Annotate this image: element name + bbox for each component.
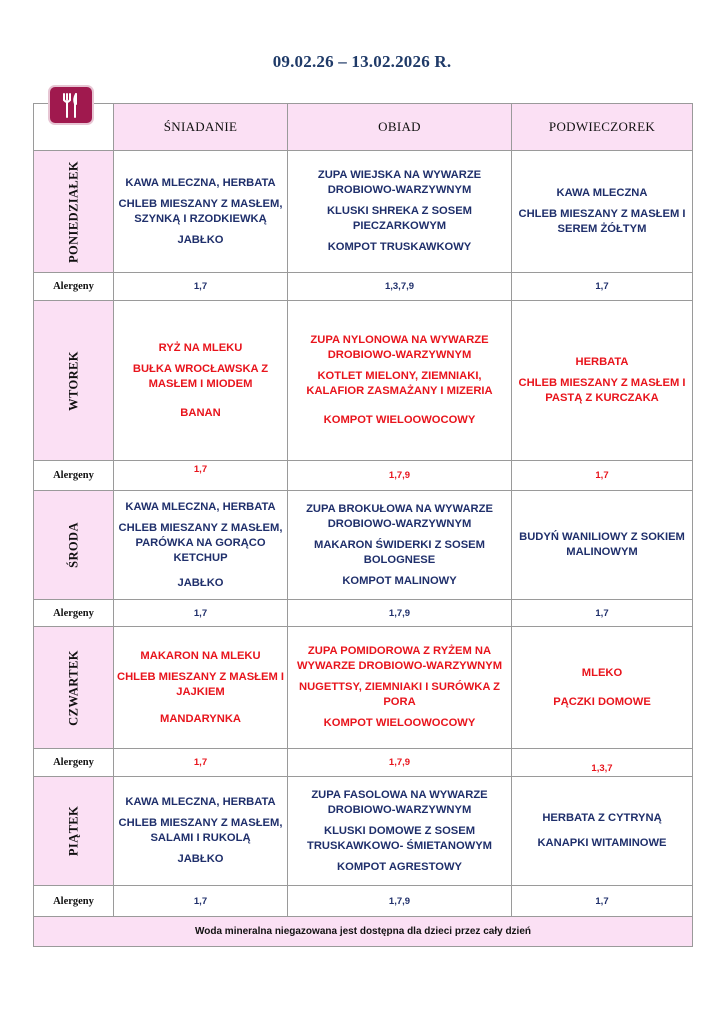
menu-item: HERBATA Z CYTRYNĄ bbox=[542, 812, 662, 824]
lunch-cell bbox=[288, 301, 512, 461]
menu-item: KLUSKI SHREKA Z SOSEM PIECZARKOWYM bbox=[326, 205, 473, 232]
allergens-value: 1,7,9 bbox=[288, 886, 512, 917]
day-label: CZWARTEK bbox=[66, 649, 80, 726]
menu-item: CHLEB MIESZANY Z MASŁEM I SEREM ŻÓŁTYM bbox=[518, 208, 686, 235]
snack-cell bbox=[512, 777, 693, 886]
menu-item: KAWA MLECZNA, HERBATA bbox=[125, 176, 276, 189]
day-row-tuesday bbox=[34, 301, 693, 461]
menu-item: KOMPOT AGRESTOWY bbox=[337, 860, 462, 873]
header-row bbox=[34, 104, 693, 151]
day-cell bbox=[34, 491, 114, 600]
menu-item: ZUPA POMIDOROWA Z RYŻEM NA WYWARZE DROBIOWO-WARZYWNYM bbox=[296, 645, 503, 672]
allergens-label: Alergeny bbox=[34, 273, 114, 301]
allergens-label: Alergeny bbox=[34, 749, 114, 777]
day-cell bbox=[34, 777, 114, 886]
snack-cell bbox=[512, 491, 693, 600]
day-label: ŚRODA bbox=[66, 522, 80, 568]
menu-item: ZUPA NYLONOWA NA WYWARZE DROBIOWO-WARZYWNYM bbox=[310, 334, 489, 361]
menu-item: HERBATA bbox=[575, 356, 629, 368]
menu-item: MAKARON ŚWIDERKI Z SOSEM BOLOGNESE bbox=[314, 538, 485, 566]
breakfast-cell bbox=[114, 301, 288, 461]
cutlery-icon bbox=[48, 85, 94, 125]
menu-item: KOMPOT MALINOWY bbox=[342, 574, 457, 587]
day-label: PIĄTEK bbox=[66, 805, 80, 857]
menu-item: KOMPOT WIELOOWOCOWY bbox=[323, 717, 476, 729]
allergens-value: 1,7 bbox=[114, 749, 288, 777]
page-title: 09.02.26 – 13.02.2026 R. bbox=[272, 52, 452, 71]
menu-item: KAWA MLECZNA, HERBATA bbox=[125, 500, 276, 513]
breakfast-cell bbox=[114, 151, 288, 273]
menu-item: CHLEB MIESZANY Z MASŁEM I JAJKIEM bbox=[117, 670, 284, 698]
allergens-row bbox=[34, 749, 693, 777]
allergens-value: 1,7 bbox=[512, 600, 693, 627]
column-header-breakfast: ŚNIADANIE bbox=[114, 104, 288, 151]
snack-cell bbox=[512, 151, 693, 273]
lunch-cell bbox=[288, 777, 512, 886]
menu-item: KOMPOT TRUSKAWKOWY bbox=[327, 241, 472, 253]
breakfast-cell bbox=[114, 627, 288, 749]
day-label: WTOREK bbox=[66, 350, 80, 411]
menu-item: KOTLET MIELONY, ZIEMNIAKI, KALAFIOR ZASMAŻANY I MIZERIA bbox=[306, 370, 493, 397]
day-row-monday bbox=[34, 151, 693, 273]
allergens-value: 1,3,7,9 bbox=[288, 273, 512, 301]
menu-item: MAKARON NA MLEKU bbox=[140, 649, 261, 662]
menu-item: JABŁKO bbox=[177, 576, 224, 589]
menu-item: JABŁKO bbox=[177, 853, 224, 865]
allergens-value: 1,7 bbox=[512, 886, 693, 917]
menu-item: CHLEB MIESZANY Z MASŁEM, SZYNKĄ I RZODKIEWKĄ bbox=[118, 197, 283, 225]
menu-item: KAWA MLECZNA bbox=[556, 187, 648, 199]
menu-item: PĄCZKI DOMOWE bbox=[553, 695, 651, 708]
day-cell bbox=[34, 627, 114, 749]
allergens-value: 1,3,7 bbox=[512, 749, 693, 777]
corner-cell bbox=[34, 104, 114, 151]
allergens-row bbox=[34, 273, 693, 301]
menu-item: KAWA MLECZNA, HERBATA bbox=[125, 796, 276, 808]
breakfast-cell bbox=[114, 777, 288, 886]
allergens-label: Alergeny bbox=[34, 461, 114, 491]
menu-item: JABŁKO bbox=[177, 233, 224, 246]
snack-cell bbox=[512, 627, 693, 749]
allergens-value: 1,7 bbox=[512, 273, 693, 301]
column-header-snack: PODWIECZOREK bbox=[512, 104, 693, 151]
menu-item: BUDYŃ WANILIOWY Z SOKIEM MALINOWYM bbox=[519, 531, 685, 558]
allergens-value: 1,7 bbox=[114, 600, 288, 627]
allergens-row bbox=[34, 600, 693, 627]
day-row-thursday bbox=[34, 627, 693, 749]
allergens-row bbox=[34, 461, 693, 491]
lunch-cell bbox=[288, 151, 512, 273]
menu-item: KOMPOT WIELOOWOCOWY bbox=[323, 414, 476, 426]
allergens-value: 1,7,9 bbox=[288, 461, 512, 491]
lunch-cell bbox=[288, 627, 512, 749]
menu-item: MANDARYNKA bbox=[160, 712, 241, 725]
menu-table bbox=[33, 103, 693, 947]
allergens-label: Alergeny bbox=[34, 886, 114, 917]
menu-item: CHLEB MIESZANY Z MASŁEM, SALAMI I RUKOLĄ bbox=[118, 817, 283, 844]
allergens-row bbox=[34, 886, 693, 917]
snack-cell bbox=[512, 301, 693, 461]
footer-note: Woda mineralna niegazowana jest dostępna dla dzieci przez cały dzień bbox=[34, 917, 693, 947]
allergens-label: Alergeny bbox=[34, 600, 114, 627]
day-row-friday bbox=[34, 777, 693, 886]
menu-item: MLEKO bbox=[581, 666, 623, 679]
lunch-cell bbox=[288, 491, 512, 600]
menu-item: RYŻ NA MLEKU bbox=[158, 341, 243, 354]
allergens-value: 1,7,9 bbox=[288, 600, 512, 627]
menu-item: ZUPA BROKUŁOWA NA WYWARZE DROBIOWO-WARZYWNYM bbox=[306, 502, 493, 530]
menu-item: CHLEB MIESZANY Z MASŁEM I PASTĄ Z KURCZAKA bbox=[518, 377, 686, 404]
allergens-value: 1,7 bbox=[114, 461, 288, 491]
allergens-value: 1,7,9 bbox=[288, 749, 512, 777]
menu-item: CHLEB MIESZANY Z MASŁEM, PARÓWKA NA GORĄCO KETCHUP bbox=[118, 521, 283, 564]
menu-item: ZUPA WIEJSKA NA WYWARZE DROBIOWO-WARZYWNYM bbox=[317, 169, 482, 196]
breakfast-cell bbox=[114, 491, 288, 600]
column-header-lunch: OBIAD bbox=[288, 104, 512, 151]
menu-item: KANAPKI WITAMINOWE bbox=[537, 837, 667, 849]
footer-row bbox=[34, 917, 693, 947]
menu-item: NUGETTSY, ZIEMNIAKI I SURÓWKA Z PORA bbox=[299, 681, 500, 708]
allergens-value: 1,7 bbox=[512, 461, 693, 491]
day-cell bbox=[34, 301, 114, 461]
menu-item: BANAN bbox=[180, 406, 221, 419]
day-label: PONIEDZIAŁEK bbox=[66, 160, 80, 263]
menu-item: ZUPA FASOLOWA NA WYWARZE DROBIOWO-WARZYWNYM bbox=[311, 788, 488, 816]
menu-item: KLUSKI DOMOWE Z SOSEM TRUSKAWKOWO- ŚMIETANOWYM bbox=[307, 824, 492, 852]
day-cell bbox=[34, 151, 114, 273]
menu-item: BUŁKA WROCŁAWSKA Z MASŁEM I MIODEM bbox=[132, 362, 269, 390]
allergens-value: 1,7 bbox=[114, 886, 288, 917]
allergens-value: 1,7 bbox=[114, 273, 288, 301]
day-row-wednesday bbox=[34, 491, 693, 600]
